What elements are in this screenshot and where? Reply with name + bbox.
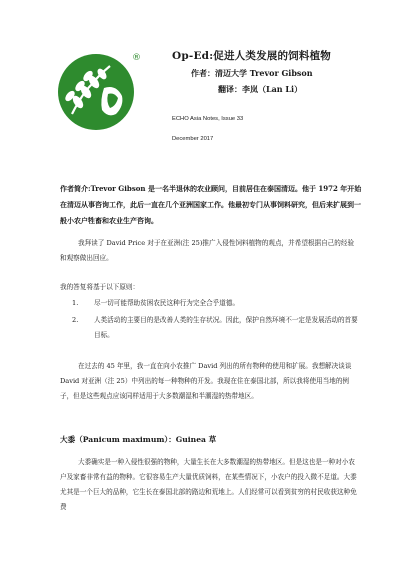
registered-mark: ® — [132, 53, 141, 63]
list-item-number: 2. — [72, 316, 79, 324]
list-item-text: 人类活动的主要目的是改善人类的生存状况。因此，保护自然环境不一定是发展活动的首要目标。 — [94, 316, 358, 339]
section-heading: 大黍（Panicum maximum）：Guinea 草 — [60, 435, 217, 444]
list-item — [72, 313, 360, 343]
paragraph-guinea-grass: 大黍确实是一种入侵性很强的物种，大量生长在大多数潮湿的热带地区。但是这也是一种对小农户及家畜非常有益的物种。它很容易生产大量优质饲料，在某些情况下，小农户的投入微不足道。大黍尤其是一个巨大的品种，它生长在泰国北部的路边和荒地上。人们经常可以看到贫穷的村民收获这种免费 — [60, 458, 357, 511]
publication-date: December 2017 — [172, 136, 214, 142]
page-title: Op-Ed:促进人类发展的饲料植物 — [172, 50, 331, 62]
list-item — [72, 296, 360, 311]
publication-issue: ECHO Asia Notes, Issue 33 — [172, 116, 244, 122]
list-item-number: 1. — [72, 299, 79, 307]
paragraph-experience: 在过去的 45 年里，我一直在向小农推广 David 列出的所有物种的使用和扩展。我想解决谈谈 David 对亚洲（注 25）中列出的每一种物种的开发。我现在住在泰国北部，所以我将使用当地的例子，但是这些观点应该同样适用于大多数潮湿和半潮湿的热带地区。 — [60, 362, 352, 400]
paragraph-intro: 我拜读了 David Price 对于在亚洲(注 25)推广入侵性饲料植物的观点，并希望根据自己的经验和观察做出回应。 — [60, 239, 355, 262]
paragraph-principles-intro: 我的答复将基于以下原则： — [60, 283, 140, 291]
author-line: 作者：清迈大学 Trevor Gibson — [191, 68, 313, 78]
principles-list — [72, 296, 360, 345]
translator-line: 翻译：李岚（Lan Li） — [218, 84, 303, 94]
list-item-text: 尽一切可能帮助贫困农民这种行为完全合乎道德。 — [94, 299, 240, 307]
author-bio: 作者简介:Trevor Gibson 是一名半退休的农业顾问，目前居住在泰国清迈。他于 1972 年开始在清迈从事咨询工作，此后一直在几个亚洲国家工作。他最初专门从事饲料研究，但后来扩展到一般小农户牲畜和农业生产咨询。 — [60, 184, 362, 225]
echo-leaf-logo — [52, 44, 142, 134]
